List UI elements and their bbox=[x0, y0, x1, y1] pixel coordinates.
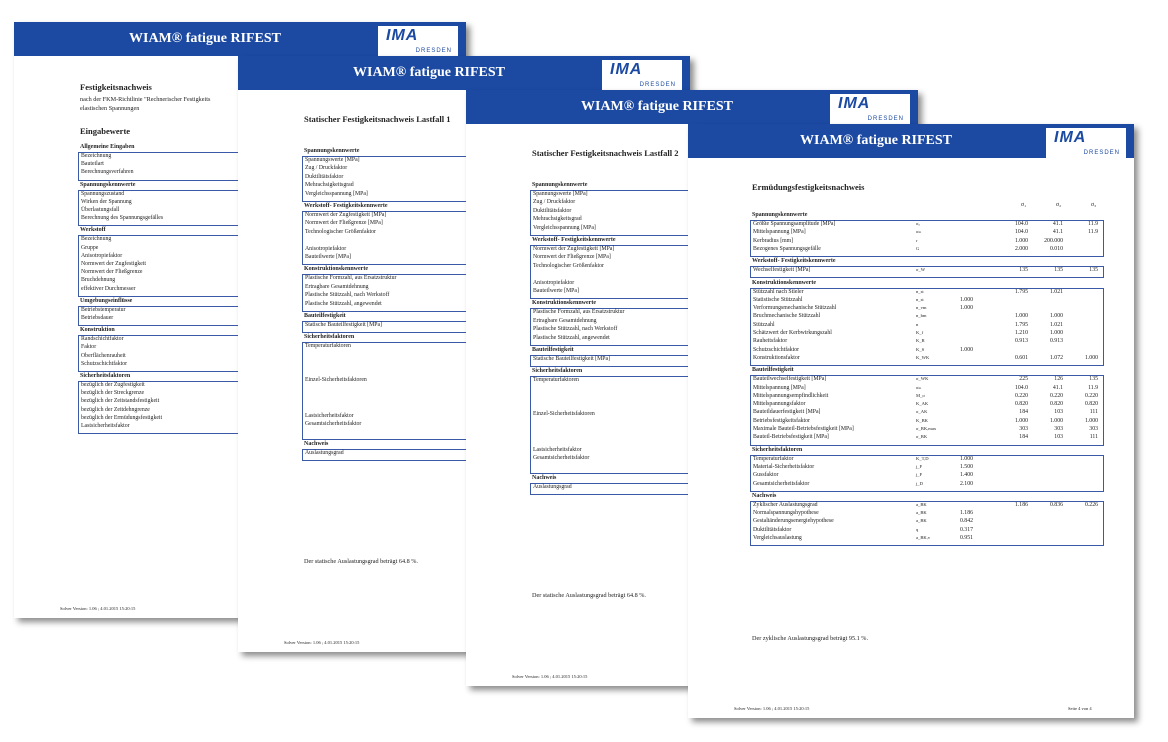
row-label: Gesamtsicherheitsfaktor bbox=[753, 480, 810, 487]
row-value: 126 bbox=[1054, 376, 1063, 383]
page-title: Statischer Festigkeitsnachweis Lastfall 1 bbox=[304, 114, 451, 124]
row-value: 1.000 bbox=[959, 305, 973, 312]
intro-line-1: nach der FKM-Richtlinie "Rechnerischer Festigkeits bbox=[80, 96, 211, 103]
row-symbol: K_R bbox=[916, 338, 925, 344]
row-symbol: r bbox=[916, 237, 918, 243]
row-symbol: K_S bbox=[916, 346, 925, 352]
section-title: Sicherheitsfaktoren bbox=[304, 334, 355, 341]
row-symbol: a_BK bbox=[916, 510, 927, 516]
row-value: 135 bbox=[1089, 376, 1098, 383]
row-label: Spannungswerte [MPa] bbox=[533, 191, 588, 197]
row-symbol: σ_BK,max bbox=[916, 426, 937, 431]
row-label: Bauteilwechselfestigkeit [MPa] bbox=[753, 376, 827, 383]
fatigue-result: Der zyklische Auslastungsgrad beträgt 95.1 %. bbox=[752, 635, 868, 642]
row-value: 135 bbox=[1054, 267, 1063, 274]
row-symbol: K_WK bbox=[916, 354, 930, 360]
solver-version: Solver Version: 1.06 ; 4.01.2015 15:20:15 bbox=[284, 640, 360, 645]
row-label: Lastsicherheitsfaktor bbox=[533, 447, 582, 454]
row-symbol: j_F bbox=[916, 472, 923, 478]
row-value: 1.186 bbox=[959, 510, 973, 517]
row-label: Größte Spannungsamplitude [MPa] bbox=[753, 221, 836, 227]
row-label: Betriebsfestigkeitsfaktor bbox=[753, 417, 810, 424]
row-label: Duktilitätsfaktor bbox=[305, 173, 344, 180]
row-value: 0.226 bbox=[1084, 501, 1098, 508]
row-value: 1.186 bbox=[1014, 501, 1028, 508]
row-label: Technologischer Größenfaktor bbox=[533, 262, 604, 269]
row-label: Vergleichsspannung [MPa] bbox=[533, 224, 596, 231]
row-label: Berechnungsverfahren bbox=[81, 169, 134, 176]
row-value: 0.010 bbox=[1049, 245, 1063, 252]
row-value: 0.820 bbox=[1014, 401, 1028, 408]
row-label: Normwert der Fließgrenze [MPa] bbox=[305, 220, 383, 227]
page-header bbox=[466, 90, 918, 124]
row-value: 0.220 bbox=[1014, 392, 1028, 399]
row-label: Temperaturfaktoren bbox=[305, 343, 351, 350]
row-label: bezüglich der Ermüdungsfestigkeit bbox=[81, 414, 163, 421]
row-value: 1.000 bbox=[1049, 313, 1063, 320]
row-label: Vergleichsauslastung bbox=[753, 535, 802, 541]
row-symbol: σ_BK bbox=[916, 434, 928, 440]
row-value: 111 bbox=[1089, 434, 1098, 441]
row-label: Bruchdehnung bbox=[81, 277, 116, 284]
row-label: bezüglich der Zugfestigkeit bbox=[81, 382, 145, 388]
row-label: Material-Sicherheitsfaktor bbox=[753, 463, 815, 470]
ima-logo: IMA DRESDEN bbox=[378, 26, 458, 56]
row-label: Bauteil-Betriebsfestigkeit [MPa] bbox=[753, 434, 829, 441]
row-label: Zug / Druckfaktor bbox=[533, 199, 576, 206]
row-value: 103 bbox=[1054, 409, 1063, 416]
ima-logo: IMA DRESDEN bbox=[1046, 128, 1126, 158]
static-result: Der statische Auslastungsgrad beträgt 64.8 %. bbox=[532, 592, 646, 599]
row-symbol: σ_W bbox=[916, 267, 926, 273]
section-title: Werkstoff- Festigkeitskennwerte bbox=[532, 237, 616, 243]
row-value: 0.842 bbox=[959, 518, 973, 525]
row-label: Verformungsmechanische Stützzahl bbox=[753, 305, 837, 312]
row-value: 0.820 bbox=[1084, 401, 1098, 408]
row-value: 0.601 bbox=[1014, 354, 1028, 361]
section-title: Bauteilfestigkeit bbox=[532, 347, 574, 353]
row-symbol: n_st bbox=[916, 288, 924, 294]
section-title: Werkstoff bbox=[80, 227, 106, 234]
row-label: Duktilitätsfaktor bbox=[533, 207, 572, 214]
row-value: 1.500 bbox=[959, 463, 973, 470]
row-value: 1.795 bbox=[1014, 288, 1028, 295]
row-label: Normwert der Fließgrenze bbox=[81, 269, 143, 276]
col-head-2: σ₂ bbox=[1056, 202, 1062, 208]
section-title: Sicherheitsfaktoren bbox=[80, 373, 131, 379]
row-value: 200.000 bbox=[1044, 237, 1063, 244]
row-value: 41.1 bbox=[1052, 221, 1063, 227]
row-value: 1.000 bbox=[1014, 417, 1028, 424]
page-header bbox=[688, 124, 1134, 158]
row-value: 111 bbox=[1089, 409, 1098, 416]
row-label: Gesamtsicherheitsfaktor bbox=[305, 421, 362, 428]
row-value: 41.1 bbox=[1052, 229, 1063, 236]
row-symbol: j_D bbox=[916, 480, 923, 486]
row-value: 1.000 bbox=[1014, 237, 1028, 244]
section-title: Nachweis bbox=[752, 492, 777, 499]
report-page-4 bbox=[688, 124, 1134, 718]
row-label: Lastsicherheitsfaktor bbox=[81, 423, 130, 429]
row-value: 0.220 bbox=[1084, 392, 1098, 399]
section-title: Konstruktionskennwerte bbox=[532, 300, 597, 307]
row-label: Mittelspannung [MPa] bbox=[753, 384, 806, 391]
section-title: Spannungskennwerte bbox=[304, 148, 360, 154]
row-label: Wechselfestigkeit [MPa] bbox=[753, 267, 811, 274]
section-title: Sicherheitsfaktoren bbox=[752, 446, 803, 453]
row-symbol: a_BK bbox=[916, 518, 927, 524]
page-title: Festigkeitsnachweis bbox=[80, 82, 152, 92]
row-label: Faktor bbox=[81, 344, 97, 351]
row-symbol: n_bm bbox=[916, 313, 927, 319]
page-title: Statischer Festigkeitsnachweis Lastfall 2 bbox=[532, 148, 679, 158]
row-symbol: K_f bbox=[916, 330, 924, 335]
row-value: 11.9 bbox=[1088, 221, 1098, 227]
row-label: Einzel-Sicherheitsfaktoren bbox=[533, 411, 595, 418]
row-value: 225 bbox=[1019, 376, 1028, 383]
section-title: Konstruktion bbox=[80, 327, 115, 334]
row-label: Bauteildauerfestigkeit [MPa] bbox=[753, 409, 821, 416]
row-value: 0.220 bbox=[1049, 392, 1063, 399]
row-label: Anisotropiefaktor bbox=[533, 279, 575, 286]
row-value: 0.317 bbox=[959, 526, 973, 533]
static-result: Der statische Auslastungsgrad beträgt 64.8 %. bbox=[304, 558, 418, 565]
row-value: 2.100 bbox=[959, 480, 973, 487]
row-label: Mehrachsigkeitsgrad bbox=[533, 216, 582, 223]
row-label: Gruppe bbox=[81, 244, 99, 251]
row-label: Schutzschichtfaktor bbox=[81, 360, 128, 367]
row-value: 41.1 bbox=[1052, 384, 1063, 391]
row-label: Stützzahl nach Stieler bbox=[753, 288, 804, 295]
section-title: Bauteilfestigkeit bbox=[304, 313, 346, 319]
row-value: 104.0 bbox=[1014, 221, 1028, 227]
row-value: 303 bbox=[1019, 426, 1028, 432]
row-value: 303 bbox=[1054, 426, 1063, 432]
row-value: 0.913 bbox=[1049, 338, 1063, 345]
row-value: 1.000 bbox=[1014, 313, 1028, 320]
row-label: Normwert der Zugfestigkeit bbox=[81, 261, 147, 267]
row-label: Temperaturfaktor bbox=[753, 455, 794, 462]
row-symbol: n_st bbox=[916, 296, 924, 302]
row-label: Anisotropiefaktor bbox=[305, 245, 347, 252]
row-value: 1.021 bbox=[1049, 321, 1063, 328]
row-value: 184 bbox=[1019, 434, 1028, 441]
row-label: Normwert der Fließgrenze [MPa] bbox=[533, 254, 611, 261]
row-symbol: a_BK bbox=[916, 501, 927, 507]
row-label: Wirken der Spannung bbox=[81, 198, 132, 205]
row-value: 135 bbox=[1019, 267, 1028, 274]
section-title: Sicherheitsfaktoren bbox=[532, 368, 583, 375]
section-title: Umgebungseinflüsse bbox=[80, 297, 133, 304]
section-title: Nachweis bbox=[532, 475, 557, 481]
row-value: 2.000 bbox=[1014, 245, 1028, 252]
row-label: Stützzahl bbox=[753, 321, 775, 328]
row-label: Anisotropiefaktor bbox=[81, 252, 123, 259]
row-label: Normwert der Zugfestigkeit [MPa] bbox=[305, 212, 387, 218]
row-label: Bauteilwerte [MPa] bbox=[533, 288, 579, 294]
intro-line-2: elastischen Spannungen bbox=[80, 105, 140, 112]
row-label: Normwert der Zugfestigkeit [MPa] bbox=[533, 246, 615, 252]
row-label: Normalspannungshypothese bbox=[753, 510, 819, 517]
row-label: Spannungswerte [MPa] bbox=[305, 157, 360, 163]
row-label: Mittelspannungsempfindlichkeit bbox=[753, 392, 829, 399]
row-label: bezüglich der Zeitdehngrenze bbox=[81, 406, 150, 413]
row-symbol: σₐ bbox=[916, 221, 920, 226]
row-label: Berechnung des Spannungsgefälles bbox=[81, 215, 164, 222]
row-label: Kerbradius [mm] bbox=[753, 237, 794, 244]
row-label: effektiver Durchmesser bbox=[81, 285, 136, 292]
row-label: Bezeichnung bbox=[81, 236, 112, 243]
row-symbol: q bbox=[916, 526, 919, 532]
row-label: Statistische Stützzahl bbox=[753, 296, 803, 303]
row-label: Rauheitsfaktor bbox=[753, 338, 788, 345]
section-title: Nachweis bbox=[304, 441, 329, 447]
row-value: 1.000 bbox=[959, 346, 973, 353]
row-symbol: j_F bbox=[916, 463, 923, 469]
row-label: Bauteilart bbox=[81, 161, 104, 168]
row-label: bezüglich der Zeitstandsfestigkeit bbox=[81, 398, 160, 405]
section-title: Spannungskennwerte bbox=[752, 212, 808, 218]
row-value: 1.000 bbox=[959, 455, 973, 462]
row-label: Plastische Stützzahl, nach Werkstoff bbox=[533, 326, 618, 333]
section-title: Konstruktionskennwerte bbox=[304, 266, 369, 273]
row-value: 0.836 bbox=[1049, 501, 1063, 508]
row-label: Temperaturfaktoren bbox=[533, 377, 579, 384]
section-title: Allgemeine Eingaben bbox=[80, 144, 135, 150]
solver-version: Solver Version: 1.06 ; 4.01.2015 15:20:15 bbox=[734, 706, 810, 711]
row-label: Konstruktionsfaktor bbox=[753, 354, 800, 361]
row-label: Einzel-Sicherheitsfaktoren bbox=[305, 377, 367, 384]
row-value: 1.021 bbox=[1049, 288, 1063, 295]
row-label: Bezeichnung bbox=[81, 153, 112, 159]
row-label: Randschichtfaktor bbox=[81, 336, 124, 343]
row-label: Mehrachsigkeitsgrad bbox=[305, 182, 354, 189]
inputs-title: Eingabewerte bbox=[80, 126, 131, 136]
row-symbol: K_AK bbox=[916, 401, 929, 407]
row-symbol: M_σ bbox=[916, 392, 925, 398]
row-label: Schätzwert der Kerbwirkungszahl bbox=[753, 330, 832, 336]
row-label: Gestaltänderungsenergiehypothese bbox=[753, 518, 834, 525]
row-label: Plastische Formzahl, aus Ersatzstruktur bbox=[305, 275, 397, 282]
row-label: Maximale Bauteil-Betriebsfestigkeit [MPa] bbox=[753, 426, 854, 432]
row-value: 1.210 bbox=[1014, 330, 1028, 336]
section-title: Konstruktionskennwerte bbox=[752, 279, 817, 286]
row-value: 0.951 bbox=[959, 535, 973, 541]
row-label: Ertragbare Gesamtdehnung bbox=[533, 317, 597, 324]
row-value: 135 bbox=[1089, 267, 1098, 274]
header-title: WIAM® fatigue RIFEST bbox=[800, 133, 953, 148]
row-label: Auslastungsgrad bbox=[305, 450, 344, 456]
solver-version: Solver Version: 1.06 ; 4.01.2015 15:20:15 bbox=[60, 606, 136, 611]
row-label: Spannungszustand bbox=[81, 190, 125, 197]
solver-version: Solver Version: 1.06 ; 4.01.2015 15:20:15 bbox=[512, 674, 588, 679]
row-label: Plastische Stützzahl, angewendet bbox=[533, 334, 610, 341]
row-value: 1.000 bbox=[1049, 330, 1063, 336]
row-label: bezüglich der Streckgrenze bbox=[81, 390, 145, 397]
row-value: 1.000 bbox=[1049, 417, 1063, 424]
row-label: Überlastungsfall bbox=[81, 207, 120, 213]
section-title: Werkstoff- Festigkeitskennwerte bbox=[752, 258, 836, 265]
row-symbol: n bbox=[916, 321, 919, 327]
row-value: 11.9 bbox=[1088, 384, 1098, 391]
row-value: 104.0 bbox=[1014, 384, 1028, 391]
ima-logo: IMA DRESDEN bbox=[830, 94, 910, 124]
row-label: Duktilitätsfaktor bbox=[753, 526, 792, 533]
col-head-3: σ₃ bbox=[1091, 202, 1097, 208]
header-title: WIAM® fatigue RIFEST bbox=[581, 99, 734, 114]
row-symbol: a_BK,v bbox=[916, 535, 931, 540]
page-header bbox=[238, 56, 690, 90]
header-title: WIAM® fatigue RIFEST bbox=[129, 31, 282, 46]
header-title: WIAM® fatigue RIFEST bbox=[353, 65, 506, 80]
row-value: 1.000 bbox=[1084, 417, 1098, 424]
row-symbol: n_vm bbox=[916, 305, 927, 311]
row-label: Statische Bauteilfestigkeit [MPa] bbox=[305, 322, 382, 328]
row-label: Mittelspannung [MPa] bbox=[753, 229, 806, 236]
row-label: Bauteilwerte [MPa] bbox=[305, 254, 351, 260]
row-label: Ertragbare Gesamtdehnung bbox=[305, 283, 369, 290]
col-head-1: σ₁ bbox=[1021, 202, 1027, 208]
row-value: 1.795 bbox=[1014, 321, 1028, 328]
row-label: Gesamtsicherheitsfaktor bbox=[533, 455, 590, 462]
row-label: Mittelspannungsfaktor bbox=[753, 401, 806, 408]
row-label: Statische Bauteilfestigkeit [MPa] bbox=[533, 356, 610, 362]
row-value: 1.000 bbox=[1084, 354, 1098, 361]
row-value: 0.913 bbox=[1014, 338, 1028, 345]
row-label: Bruchmechanische Stützzahl bbox=[753, 313, 821, 320]
section-title: Spannungskennwerte bbox=[80, 181, 136, 188]
row-value: 104.0 bbox=[1014, 229, 1028, 236]
page-title: Ermüdungsfestigkeitsnachweis bbox=[752, 182, 865, 192]
row-value: 1.400 bbox=[959, 472, 973, 479]
row-symbol: σ_AK bbox=[916, 409, 928, 415]
row-label: Vergleichsspannung [MPa] bbox=[305, 190, 368, 197]
row-label: Plastische Formzahl, aus Ersatzstruktur bbox=[533, 309, 625, 316]
row-symbol: σₘ bbox=[916, 229, 922, 235]
row-symbol: K_T,D bbox=[916, 455, 929, 461]
page-header bbox=[14, 22, 466, 56]
row-value: 1.072 bbox=[1049, 354, 1063, 361]
row-label: Zyklischer Auslastungsgrad bbox=[753, 501, 818, 508]
row-label: Plastische Stützzahl, angewendet bbox=[305, 300, 382, 307]
row-label: Oberflächenrauheit bbox=[81, 352, 126, 359]
row-label: Technologischer Größenfaktor bbox=[305, 228, 376, 235]
row-label: Auslastungsgrad bbox=[533, 484, 572, 490]
section-title: Werkstoff- Festigkeitskennwerte bbox=[304, 203, 388, 209]
row-symbol: G bbox=[916, 245, 920, 251]
row-label: Zug / Druckfaktor bbox=[305, 165, 348, 172]
row-value: 11.9 bbox=[1088, 229, 1098, 236]
page-number: Seite 4 von 4 bbox=[1068, 706, 1092, 711]
row-value: 184 bbox=[1019, 409, 1028, 416]
row-label: Lastsicherheitsfaktor bbox=[305, 413, 354, 420]
ima-logo: IMA DRESDEN bbox=[602, 60, 682, 90]
row-label: Bezogenes Spannungsgefälle bbox=[753, 245, 821, 252]
row-label: Betriebstemperatur bbox=[81, 306, 126, 313]
row-symbol: K_BK bbox=[916, 417, 928, 423]
row-label: Plastische Stützzahl, nach Werkstoff bbox=[305, 292, 390, 299]
row-label: Schutzschichtfaktor bbox=[753, 346, 800, 353]
row-value: 0.820 bbox=[1049, 401, 1063, 408]
section-title: Spannungskennwerte bbox=[532, 182, 588, 188]
row-label: Betriebsdauer bbox=[81, 315, 114, 321]
row-value: 103 bbox=[1054, 434, 1063, 441]
row-value: 1.000 bbox=[959, 296, 973, 303]
row-value: 303 bbox=[1089, 426, 1098, 432]
section-title: Bauteilfestigkeit bbox=[752, 367, 794, 374]
row-symbol: σ_WK bbox=[916, 376, 929, 382]
row-label: Gussfaktor bbox=[753, 472, 779, 479]
row-symbol: σₘ bbox=[916, 384, 922, 390]
